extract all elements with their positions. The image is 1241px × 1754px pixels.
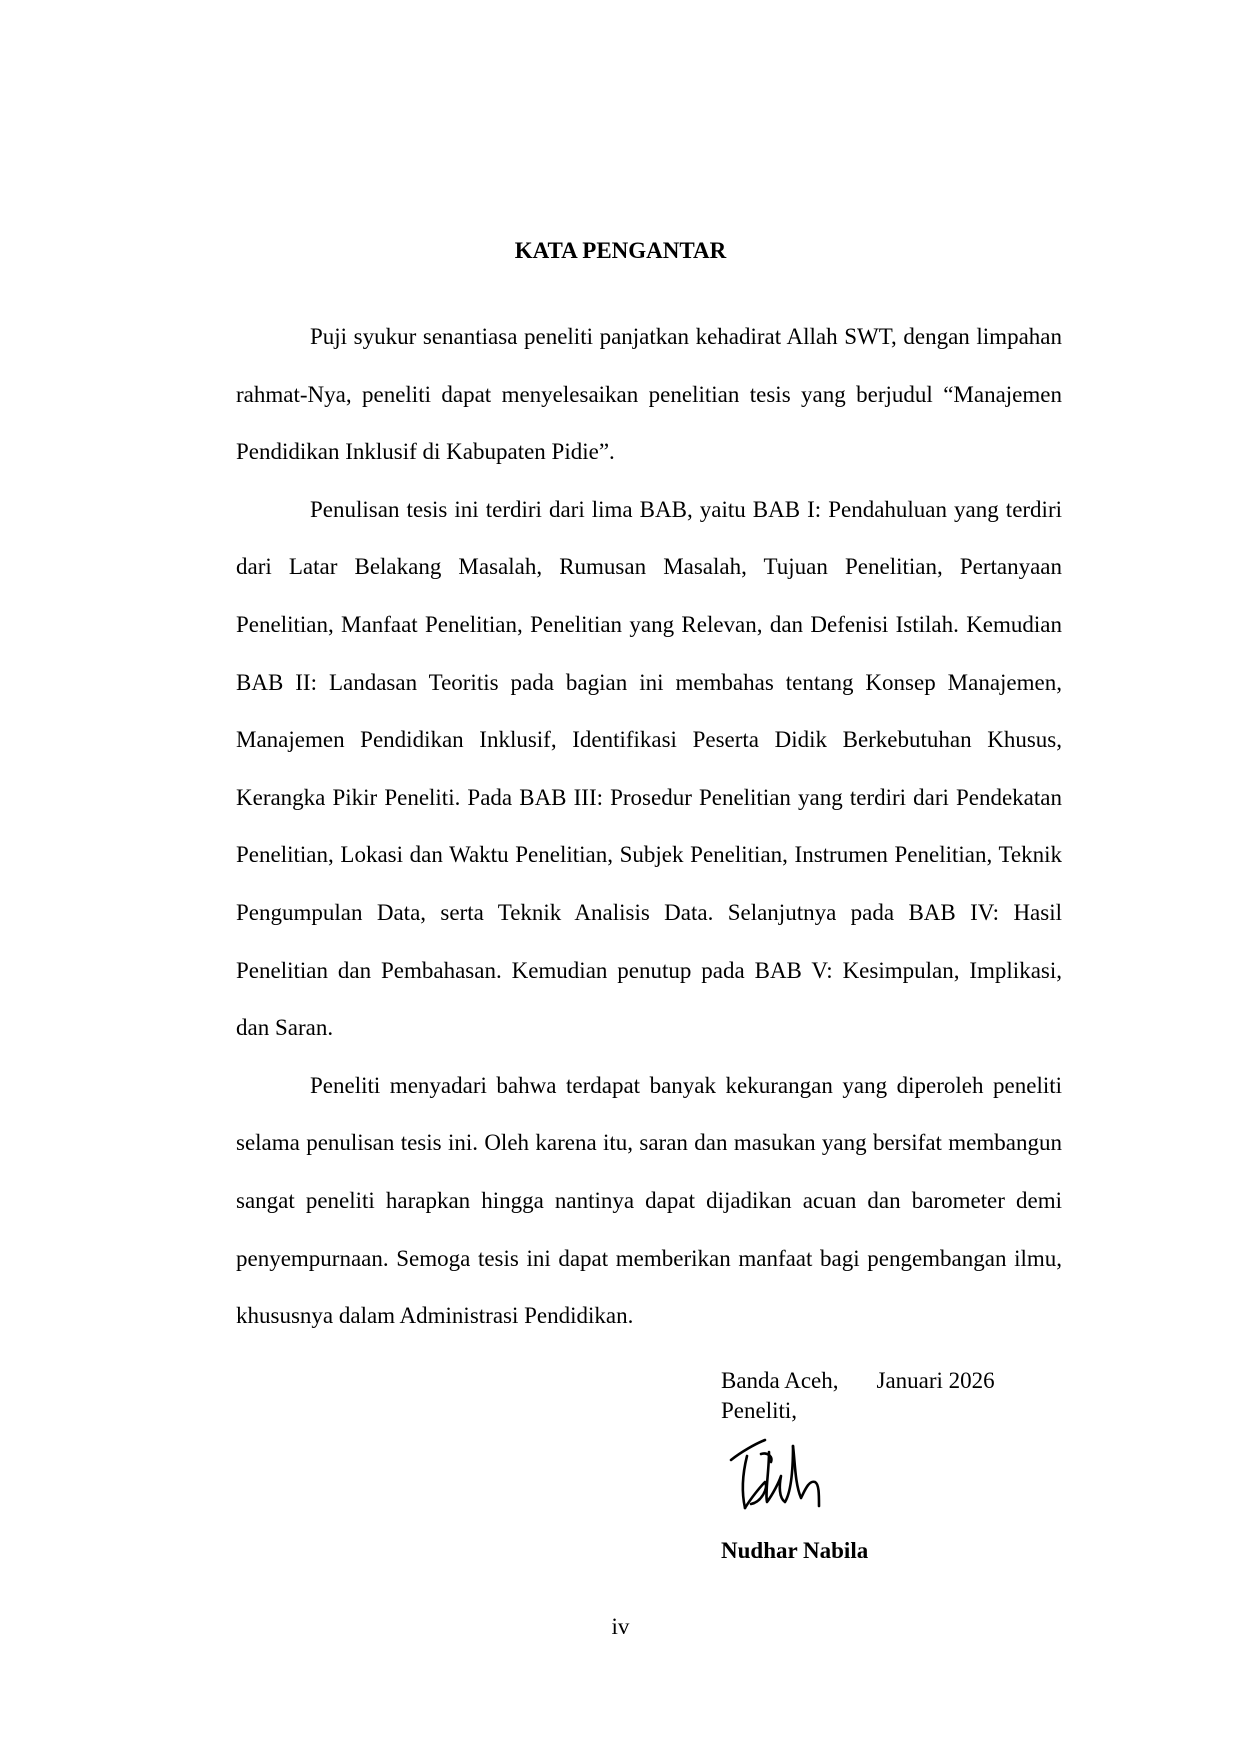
foreword-body bbox=[236, 308, 1062, 1345]
page-number: iv bbox=[611, 1614, 630, 1639]
signer-name: Nudhar Nabila bbox=[721, 1538, 869, 1563]
paragraph-intro: Puji syukur senantiasa peneliti panjatkan kehadirat Allah SWT, dengan limpahan rahmat-Nya, peneliti dapat menyelesaikan penelitian tesis yang berjudul “Manajemen Pendidikan Inklusif di Kabupaten Pidie”. bbox=[236, 324, 1062, 465]
role-label: Peneliti, bbox=[721, 1398, 798, 1423]
page-title: KATA PENGANTAR bbox=[514, 238, 727, 263]
paragraph-closing: Peneliti menyadari bahwa terdapat banyak kekurangan yang diperoleh peneliti selama penulisan tesis ini. Oleh karena itu, saran dan masukan yang bersifat membangun sangat peneliti harapkan hingga nantinya dapat dijadikan acuan dan barometer demi penyempurnaan. Semoga tesis ini dapat memberikan manfaat bagi pengembangan ilmu, khususnya dalam Administrasi Pendidikan. bbox=[236, 1072, 1062, 1329]
signature-block bbox=[721, 1366, 1041, 1566]
paragraph-chapters: Penulisan tesis ini terdiri dari lima BAB, yaitu BAB I: Pendahuluan yang terdiri dari Latar Belakang Masalah, Rumusan Masalah, Tujuan Penelitian, Pertanyaan Penelitian, Manfaat Penelitian, Penelitian yang Relevan, dan Defenisi Istilah. Kemudian BAB II: Landasan Teoritis pada bagian ini membahas tentang Konsep Manajemen, Manajemen Pendidikan Inklusif, Identifikasi Peserta Didik Berkebutuhan Khusus, Kerangka Pikir Peneliti. Pada BAB III: Prosedur Penelitian yang terdiri dari Pendekatan Penelitian, Lokasi dan Waktu Penelitian, Subjek Penelitian, Instrumen Penelitian, Teknik Pengumpulan Data, serta Teknik Analisis Data. Selanjutnya pada BAB IV: Hasil Penelitian dan Pembahasan. Kemudian penutup pada BAB V: Kesimpulan, Implikasi, dan Saran. bbox=[236, 496, 1062, 1041]
place-label: Banda Aceh, bbox=[721, 1368, 839, 1393]
date-label: Januari 2026 bbox=[876, 1368, 995, 1393]
handwritten-signature-icon bbox=[721, 1432, 841, 1532]
place-date-line bbox=[721, 1366, 1041, 1396]
